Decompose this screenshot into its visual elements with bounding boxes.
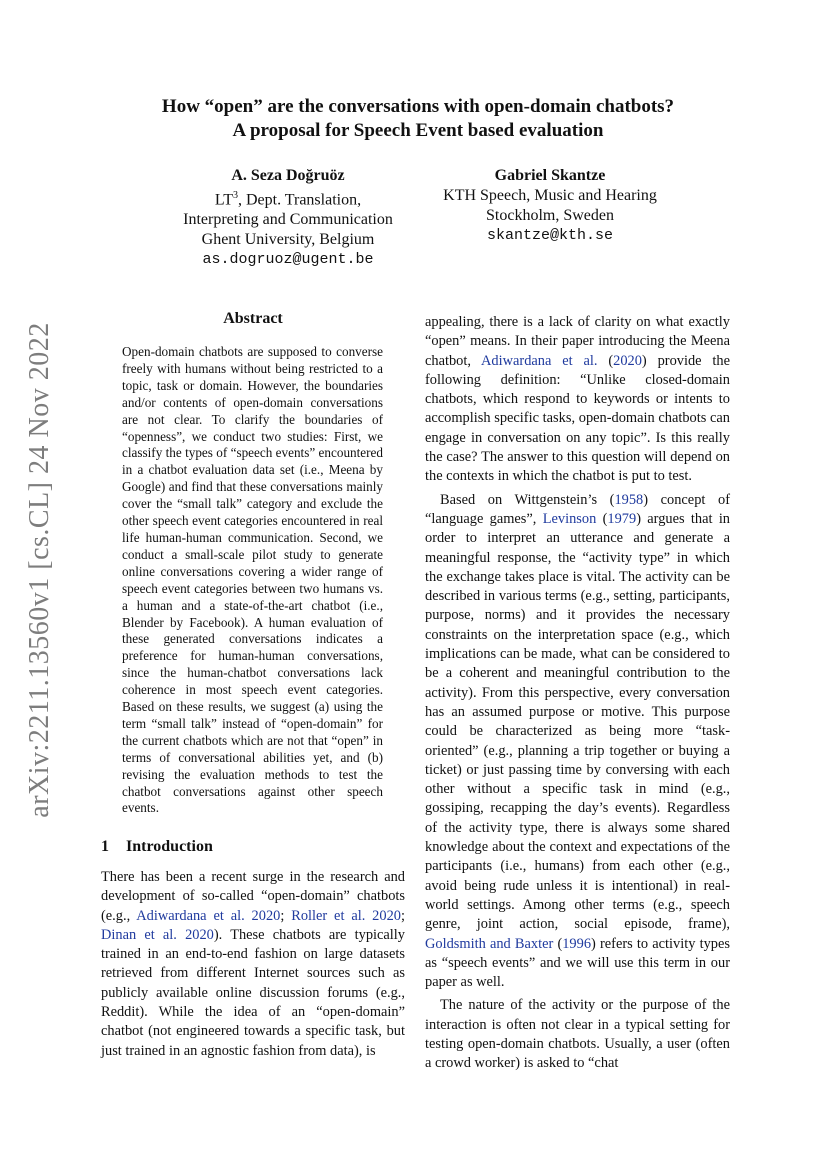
author-name: Gabriel Skantze <box>494 167 606 184</box>
citation-link[interactable]: Adiwardana et al. 2020 <box>136 907 281 924</box>
section-title: Introduction <box>126 838 213 855</box>
author-block-2 <box>430 166 670 246</box>
intro-right-column <box>425 313 730 1074</box>
citation-link[interactable]: 1996 <box>562 935 592 952</box>
arxiv-identifier[interactable] <box>10 290 70 850</box>
title-line-1: How “open” are the conversations with open-domain chatbots? <box>161 96 675 117</box>
arxiv-identifier-text: arXiv:2211.13560v1 [cs.CL] 24 Nov 2022 <box>24 322 55 818</box>
citation-link[interactable]: Roller et al. 2020 <box>291 907 401 924</box>
section-number: 1 <box>101 838 109 855</box>
section-heading-introduction <box>101 838 213 856</box>
citation-link[interactable]: Levinson <box>542 510 597 527</box>
author-affiliation-line: Interpreting and Communication <box>183 211 393 229</box>
intro-left-column <box>101 868 405 1061</box>
author-institution: Stockholm, Sweden <box>486 207 614 224</box>
citation-link[interactable]: Adiwardana et al. <box>481 352 598 369</box>
abstract-text: Open-domain chatbots are supposed to converse freely with humans without being restricted to a topic, task or domain. However, the boundaries and/or contents of open-domain conversations are not clear. To clarify the boundaries of “openness”, we conduct two studies: First, we classify the types of “speech events” encountered in a chatbot evaluation data set (i.e., Meena by Google) and find that these conversations mainly cover the “small talk” category and exclude the other speech event categories encountered in real life human-human communication. Second, we conduct a small-scale pilot study to generate online conversations covering a wider range of speech event categories between two humans vs. a human and a state-of-the-art chatbot (i.e., Blender by Facebook). A human evaluation of these generated conversations indicates a preference for human-human conversations, since the human-chatbot conversations lack coherence in most speech event categories. Based on these results, we suggest (a) using the term “small talk” instead of “open-domain” for the current chatbots which are not that “open” in terms of conversational abilities yet, and (b) revising the evaluation methods to test the chatbot conversations against other speech events. <box>122 344 383 816</box>
author-email[interactable]: as.dogruoz@ugent.be <box>202 251 374 269</box>
intro-paragraph-2: Based on Wittgenstein’s (1958) concept of “language games”, Levinson (1979) argues that in order to interpret an utterance and generate a meaningful response, the “activity type” in which the exchange takes place is vital. The activity can be described in various terms (e.g., setting, participants, purpose, norms) and it provides the necessary constraints on the interpretation space (e.g., which implications can be made, what can be considered to be a coherent and meaningful contribution to the activity). From this perspective, every conversation has an assumed purpose or motive. This purpose could be characterized as being more “task-oriented” (e.g., planning a trip together or buying a ticket) or just passing time by conversing with each other without a specific task in mind (e.g., gossiping, recapping the day’s events). Regardless of the activity type, there is always some shared knowledge about the context and expectations of the participants (i.e., humans) from each other (e.g., avoid being rude unless it is intentional) in real-world settings. Among other terms (e.g., speech genre, joint action, social episode, frame), Goldsmith and Baxter (1996) refers to activity types as “speech events” and we will use this term in our paper as well. <box>425 491 731 991</box>
citation-link[interactable]: 1958 <box>614 491 644 508</box>
citation-link[interactable]: Goldsmith and Baxter <box>425 935 554 952</box>
intro-paragraph-3: The nature of the activity or the purpose of the interaction is often not clear in a typical setting for testing open-domain chatbots. Usually, a user (often a crowd worker) is asked to “chat <box>425 997 730 1072</box>
author-block-1 <box>158 166 418 270</box>
author-affiliation: KTH Speech, Music and Hearing <box>443 187 657 204</box>
author-email[interactable]: skantze@kth.se <box>486 227 614 244</box>
citation-link[interactable]: 2020 <box>613 352 642 369</box>
paper-title <box>100 95 736 143</box>
author-name: A. Seza Doğruöz <box>231 167 345 184</box>
citation-link[interactable]: Dinan et al. 2020 <box>101 926 214 943</box>
intro-paragraph-1-continued: appealing, there is a lack of clarity on what exactly “open” means. In their paper introducing the Meena chatbot, Adiwardana et al. (2020) provide the following definition: “Unlike closed-domain chatbots, which respond to keywords or intents to accomplish specific tasks, open-domain chatbots can engage in conversation on any topic”. Is this really the case? The answer to this question will depend on the contexts in which the chatbot is put to test. <box>425 314 730 485</box>
abstract-heading: Abstract <box>223 310 283 327</box>
intro-paragraph-1: There has been a recent surge in the research and development of so-called “open-domain” chatbots (e.g., Adiwardana et al. 2020; Roller et al. 2020; Dinan et al. 2020). These chatbots are typically trained in an end-to-end fashion on large datasets retrieved from different Internet sources such as publicly available online discussion forums (e.g., Reddit). While the idea of an “open-domain” chatbot (not engineered towards a specific task, but just trained in an agnostic fashion from data), is <box>101 869 405 1059</box>
author-institution: Ghent University, Belgium <box>201 231 375 249</box>
author-affiliation: $LT^3$, Dept. Translation, <box>214 190 362 209</box>
title-line-2: A proposal for Speech Event based evaluation <box>232 120 604 141</box>
citation-link[interactable]: 1979 <box>607 510 637 527</box>
